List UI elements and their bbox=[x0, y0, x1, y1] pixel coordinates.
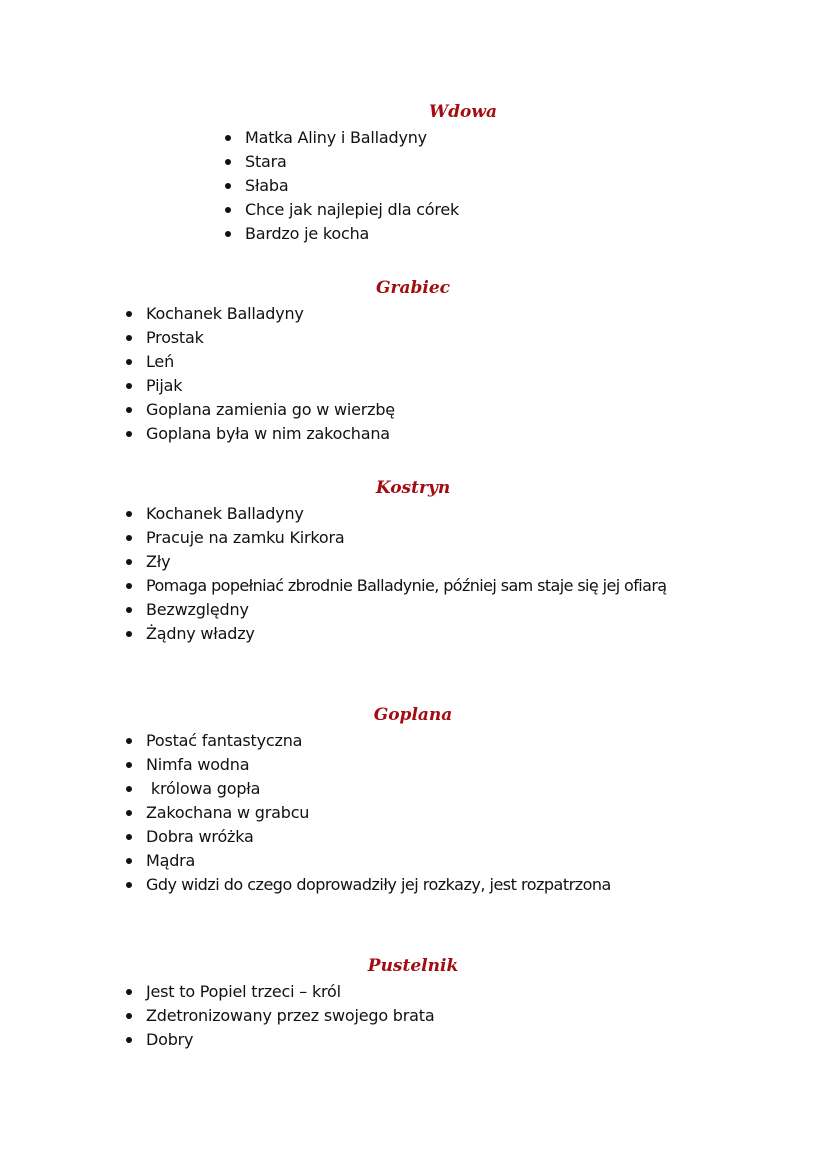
list-item: Stara bbox=[225, 150, 459, 174]
list-item: Pracuje na zamku Kirkora bbox=[126, 526, 667, 550]
list-item: Gdy widzi do czego doprowadziły jej rozkazy, jest rozpatrzona bbox=[126, 873, 611, 897]
list-item: Bardzo je kocha bbox=[225, 222, 459, 246]
list-item: Matka Aliny i Balladyny bbox=[225, 126, 459, 150]
list-item: Pomaga popełniać zbrodnie Balladynie, później sam staje się jej ofiarą bbox=[126, 574, 667, 598]
list-item: Postać fantastyczna bbox=[126, 729, 611, 753]
bullet-icon bbox=[126, 786, 132, 792]
bullet-icon bbox=[126, 882, 132, 888]
list-item: Żądny władzy bbox=[126, 622, 667, 646]
bullet-icon bbox=[126, 431, 132, 437]
bullet-icon bbox=[126, 407, 132, 413]
section-heading-pustelnik: Pustelnik bbox=[367, 956, 459, 976]
list-item: Leń bbox=[126, 350, 395, 374]
list-item: Mądra bbox=[126, 849, 611, 873]
bullet-icon bbox=[225, 159, 231, 165]
bullet-icon bbox=[126, 762, 132, 768]
list-item: Zły bbox=[126, 550, 667, 574]
bullet-icon bbox=[126, 335, 132, 341]
bullet-icon bbox=[225, 183, 231, 189]
bullet-icon bbox=[126, 1037, 132, 1043]
list-item: Jest to Popiel trzeci – król bbox=[126, 980, 434, 1004]
bullet-icon bbox=[126, 607, 132, 613]
bullet-icon bbox=[225, 231, 231, 237]
list-item: Goplana była w nim zakochana bbox=[126, 422, 395, 446]
list-item: Nimfa wodna bbox=[126, 753, 611, 777]
list-item: Dobry bbox=[126, 1028, 434, 1052]
list-item: królowa gopła bbox=[126, 777, 611, 801]
bullet-icon bbox=[126, 810, 132, 816]
list-item: Pijak bbox=[126, 374, 395, 398]
list-item: Kochanek Balladyny bbox=[126, 502, 667, 526]
list-item: Prostak bbox=[126, 326, 395, 350]
list-pustelnik bbox=[126, 980, 434, 1052]
section-heading-goplana: Goplana bbox=[373, 705, 453, 725]
list-item: Słaba bbox=[225, 174, 459, 198]
bullet-icon bbox=[126, 559, 132, 565]
bullet-icon bbox=[126, 631, 132, 637]
list-item: Zdetronizowany przez swojego brata bbox=[126, 1004, 434, 1028]
bullet-icon bbox=[126, 311, 132, 317]
list-item: Zakochana w grabcu bbox=[126, 801, 611, 825]
bullet-icon bbox=[126, 738, 132, 744]
bullet-icon bbox=[126, 1013, 132, 1019]
bullet-icon bbox=[126, 511, 132, 517]
list-item: Dobra wróżka bbox=[126, 825, 611, 849]
section-heading-kostryn: Kostryn bbox=[375, 478, 451, 498]
bullet-icon bbox=[126, 535, 132, 541]
bullet-icon bbox=[126, 383, 132, 389]
list-wdowa bbox=[225, 126, 459, 246]
list-kostryn bbox=[126, 502, 667, 646]
list-goplana bbox=[126, 729, 611, 897]
list-item: Goplana zamienia go w wierzbę bbox=[126, 398, 395, 422]
bullet-icon bbox=[126, 834, 132, 840]
bullet-icon bbox=[126, 989, 132, 995]
bullet-icon bbox=[126, 359, 132, 365]
section-heading-grabiec: Grabiec bbox=[375, 278, 451, 298]
bullet-icon bbox=[225, 135, 231, 141]
list-item: Bezwzględny bbox=[126, 598, 667, 622]
bullet-icon bbox=[225, 207, 231, 213]
list-grabiec bbox=[126, 302, 395, 446]
list-item: Chce jak najlepiej dla córek bbox=[225, 198, 459, 222]
bullet-icon bbox=[126, 583, 132, 589]
list-item: Kochanek Balladyny bbox=[126, 302, 395, 326]
section-heading-wdowa: Wdowa bbox=[429, 102, 497, 122]
bullet-icon bbox=[126, 858, 132, 864]
